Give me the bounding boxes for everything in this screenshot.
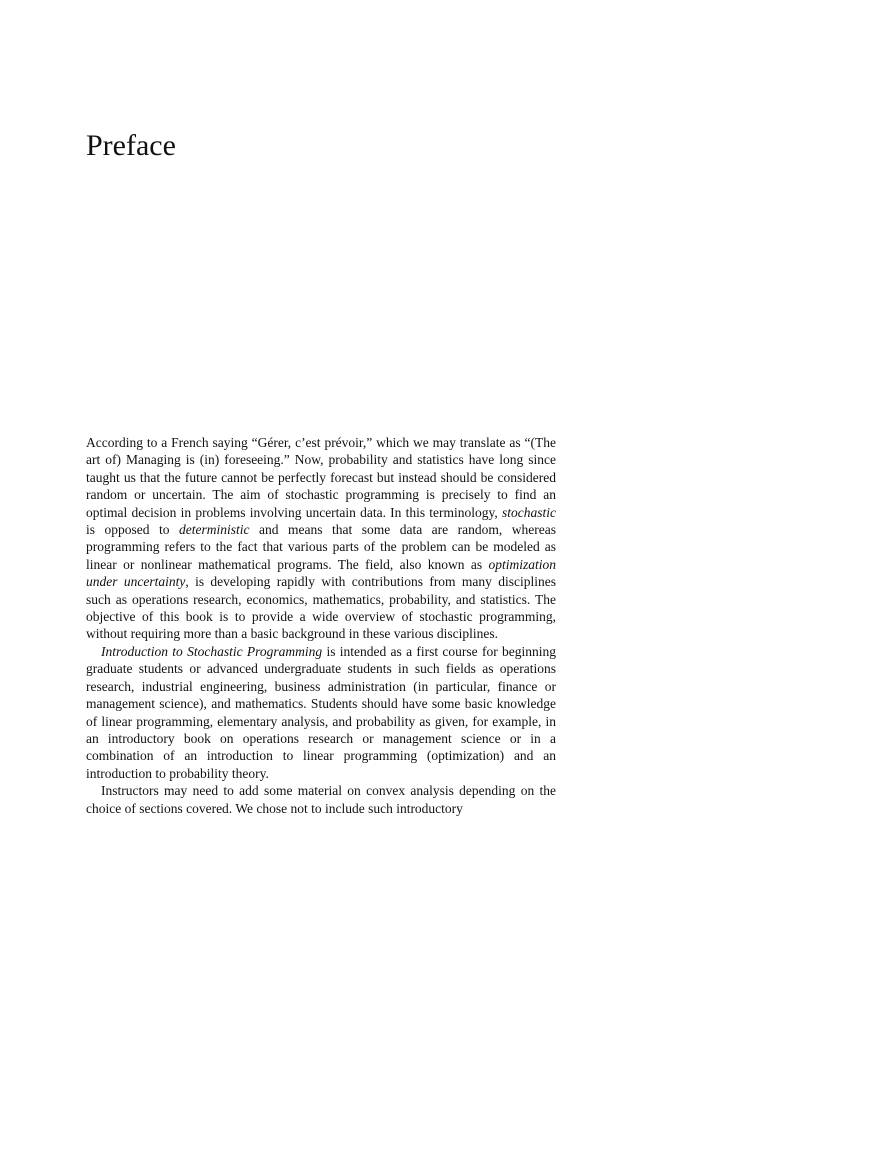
- paragraph-1-text-1: According to a French saying “Gérer, c’est prévoir,” which we may translate as “(The art of) Managing is (in) foreseeing.” Now, probability and statistics have long since taught us that the future cannot be perfectly forecast but instead should be considered random or uncertain. The aim of stochastic programming is precisely to find an optimal decision in problems involving uncertain data. In this terminology,: [86, 435, 556, 520]
- preface-body: [86, 434, 556, 817]
- paragraph-3-text-1: Instructors may need to add some material on convex analysis depending on the choice of sections covered. We chose not to include such introductory: [86, 783, 556, 816]
- paragraph-1-text-3: and means that some data are random, whereas programming refers to the fact that various parts of the problem can be modeled as linear or nonlinear mathematical programs. The field, also known as: [86, 522, 556, 572]
- emphasis-stochastic: stochastic: [502, 504, 556, 520]
- paragraph-1-text-4: , is developing rapidly with contributions from many disciplines such as operations research, economics, mathematics, probability, and statistics. The objective of this book is to provide a wide overview of stochastic programming, without requiring more than a basic background in these various disciplines.: [86, 574, 557, 642]
- emphasis-book-title: Introduction to Stochastic Programming: [101, 643, 323, 659]
- paragraph-2-text-1: is intended as a first course for beginning graduate students or advanced undergraduate students in such fields as operations research, industrial engineering, business administration (in particular, finance or management science), and mathematics. Students should have some basic knowledge of linear programming, elementary analysis, and probability as given, for example, in an introductory book on operations research or management science or in a combination of an introduction to linear programming (optimization) and an introduction to probability theory.: [86, 643, 556, 781]
- emphasis-deterministic: deterministic: [179, 522, 250, 538]
- emphasis-optimization-under-uncertainty: optimization under uncertainty: [86, 556, 556, 590]
- paragraph-2: [86, 643, 556, 782]
- paragraph-1-text-2: is opposed to: [86, 522, 179, 538]
- paragraph-3: [86, 782, 556, 817]
- paragraph-1: [86, 434, 556, 643]
- page-title: Preface: [86, 129, 176, 162]
